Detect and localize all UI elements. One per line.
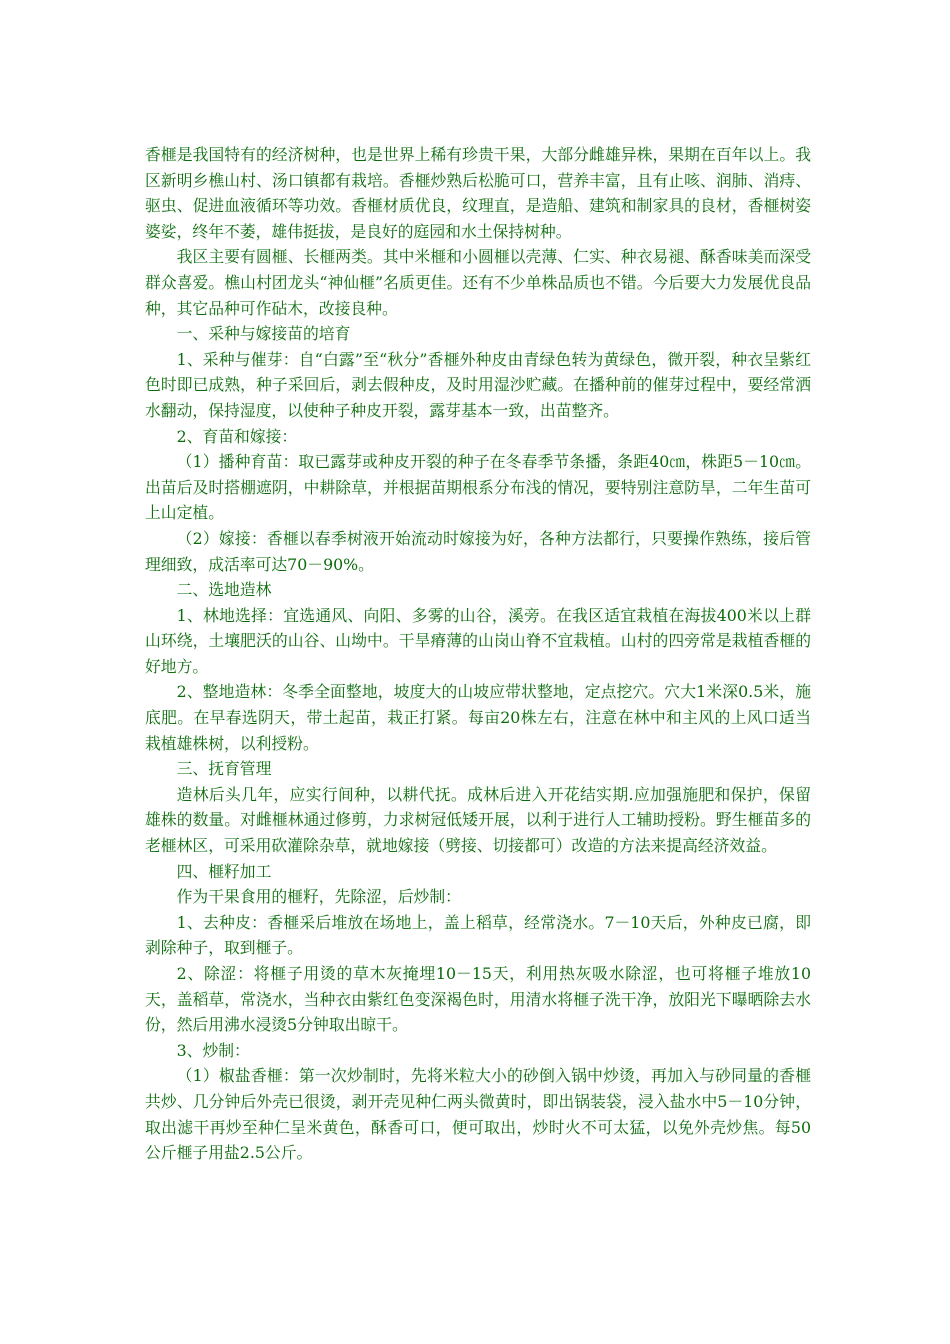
paragraph-grafting: （2）嫁接：香榧以春季树液开始流动时嫁接为好，各种方法都行，只要操作熟练，接后管理细致，成活率可达70－90%。 — [145, 528, 811, 574]
paragraph-site-selection: 1、林地选择：宜选通风、向阳、多雾的山谷，溪旁。在我区适宜栽植在海拔400米以上群山环绕，土壤肥沃的山谷、山坳中。干旱瘠薄的山岗山脊不宜栽植。山村的四旁常是栽植香榧的好地方。 — [145, 605, 811, 676]
section-heading-2: 二、选地造林 — [176, 580, 272, 600]
paragraph-sowing: （1）播种育苗：取已露芽或种皮开裂的种子在冬春季节条播，条距40㎝，株距5－10㎝。出苗后及时搭棚遮阴，中耕除草，并根据苗期根系分布浅的情况，要特别注意防旱，二年生苗可上山定植。 — [145, 452, 811, 523]
document-body — [145, 142, 811, 1166]
paragraph-remove-astringency: 2、除涩：将榧子用烫的草木灰掩埋10－15天，利用热灰吸水除涩，也可将榧子堆放10天，盖稻草，常浇水，当种衣由紫红色变深褐色时，用清水将榧子洗干净，放阳光下曝晒除去水份，然后用沸水浸烫5分钟取出晾干。 — [145, 964, 811, 1035]
paragraph-seedling-grafting-title: 2、育苗和嫁接： — [176, 426, 298, 446]
paragraph-afforestation: 2、整地造林：冬季全面整地，坡度大的山坡应带状整地，定点挖穴。穴大1米深0.5米，施底肥。在早春选阴天，带土起苗，栽正打紧。每亩20株左右，注意在林中和主风的上风口适当栽植雄株树，以利授粉。 — [145, 682, 811, 753]
section-heading-3: 三、抚育管理 — [176, 759, 272, 779]
section-heading-4: 四、榧籽加工 — [176, 861, 272, 881]
paragraph-seed-collection: 1、采种与催芽：自“白露”至“秋分”香榧外种皮由青绿色转为黄绿色，微开裂，种衣呈紫红色时即已成熟，种子采回后，剥去假种皮，及时用湿沙贮藏。在播种前的催芽过程中，要经常洒水翻动，保持湿度，以使种子种皮开裂，露芽基本一致，出苗整齐。 — [145, 349, 811, 420]
paragraph-varieties: 我区主要有圆榧、长榧两类。其中米榧和小圆榧以壳薄、仁实、种衣易褪、酥香味美而深受群众喜爱。樵山村团龙头“神仙榧”名质更佳。还有不少单株品质也不错。今后要大力发展优良品种，其它品种可作砧木，改接良种。 — [145, 247, 811, 318]
paragraph-tending: 造林后头几年，应实行间种，以耕代抚。成林后进入开花结实期.应加强施肥和保护，保留雄株的数量。对雌榧林通过修剪，力求树冠低矮开展，以利于进行人工辅助授粉。野生榧苗多的老榧林区，可采用砍灌除杂草，就地嫁接（劈接、切接都可）改造的方法来提高经济效益。 — [145, 784, 811, 856]
paragraph-remove-seed-coat: 1、去种皮：香榧采后堆放在场地上，盖上稻草，经常浇水。7－10天后，外种皮已腐，即剥除种子，取到榧子。 — [145, 912, 811, 958]
section-heading-1: 一、采种与嫁接苗的培育 — [176, 324, 351, 344]
paragraph-roasting-title: 3、炒制： — [176, 1040, 250, 1060]
paragraph-salt-pepper-roasting: （1）椒盐香榧：第一次炒制时，先将米粒大小的砂倒入锅中炒烫，再加入与砂同量的香榧共炒、几分钟后外壳已很烫，剥开壳见种仁两头微黄时，即出锅装袋，浸入盐水中5－10分钟，取出滤干再炒至种仁呈米黄色，酥香可口，便可取出，炒时火不可太猛，以免外壳炒焦。每50公斤榧子用盐2.5公斤。 — [145, 1066, 811, 1163]
paragraph-intro: 香榧是我国特有的经济树种，也是世界上稀有珍贵干果，大部分雌雄异株，果期在百年以上。我区新明乡樵山村、汤口镇都有栽培。香榧炒熟后松脆可口，营养丰富，且有止咳、润肺、消痔、驱虫、促进血液循环等功效。香榧材质优良，纹理直，是造船、建筑和制家具的良材，香榧树姿婆娑，终年不萎，雄伟挺拔，是良好的庭园和水土保持树种。 — [145, 145, 811, 241]
paragraph-processing-intro: 作为干果食用的榧籽，先除涩，后炒制： — [176, 887, 461, 907]
